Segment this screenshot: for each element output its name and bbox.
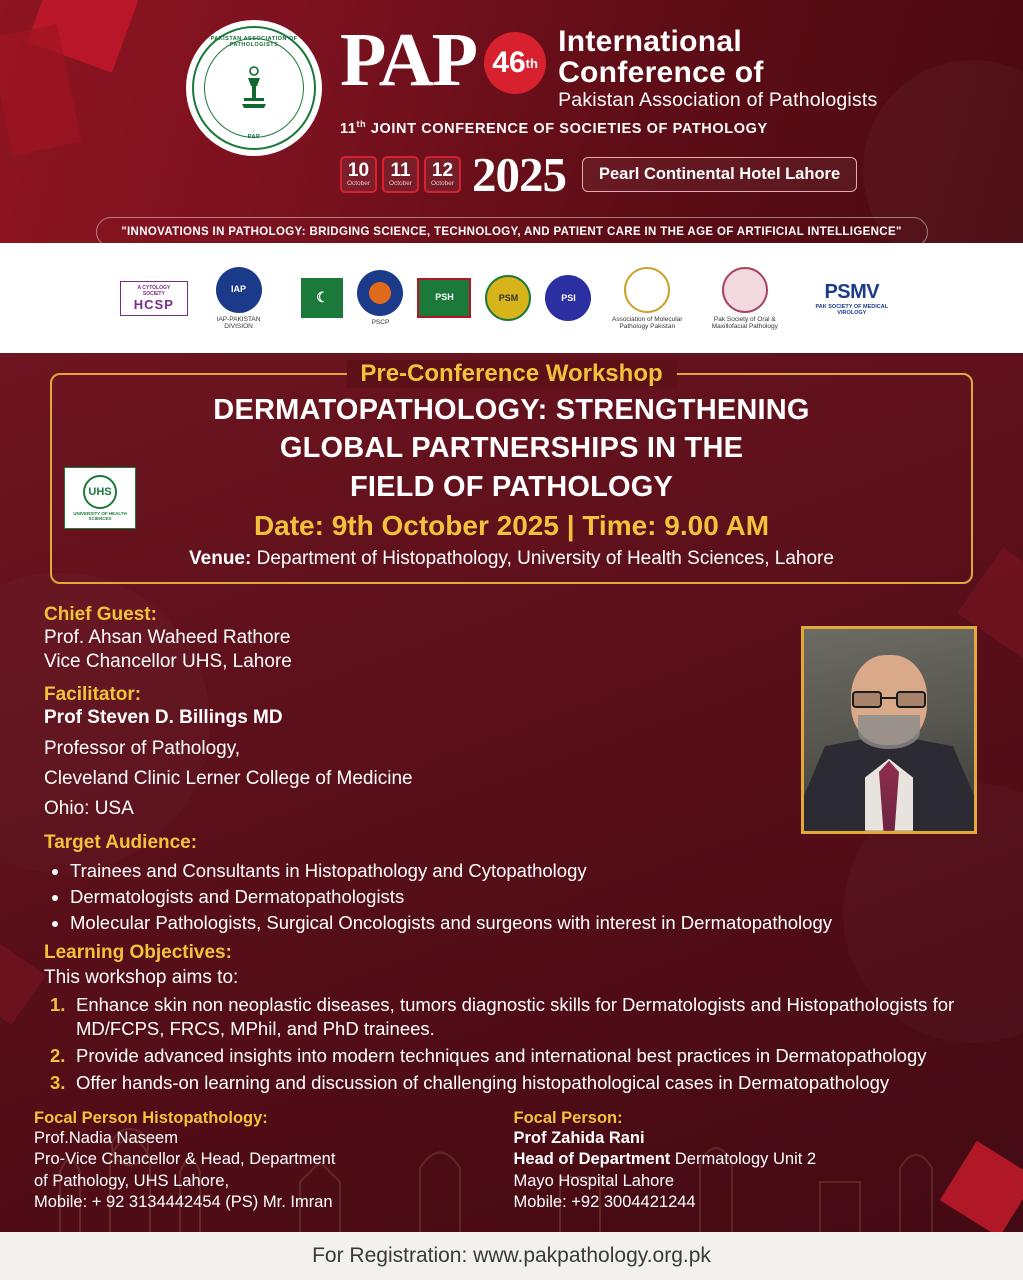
psmv-caption: PAK SOCIETY OF MEDICAL VIROLOGY <box>815 303 889 316</box>
workshop-title-line-3: FIELD OF PATHOLOGY <box>349 470 674 503</box>
hcsp-logo-icon <box>120 281 188 316</box>
objective-text: Offer hands-on learning and discussion of challenging histopathological cases in Dermatopathology <box>76 1071 890 1093</box>
focal-name: Prof.Nadia Naseem <box>34 1128 178 1147</box>
learning-objectives-list <box>48 993 979 1095</box>
ampp-sub: Association of Molecular Pathology Pakistan <box>612 315 683 330</box>
pscp-name: PSCP <box>371 319 390 326</box>
workshop-details <box>0 584 1023 1095</box>
workshop-frame <box>50 360 973 584</box>
emblem-top-text: PAKISTAN ASSOCIATION OF PATHOLOGISTS <box>210 36 298 48</box>
target-audience-block <box>44 832 979 937</box>
psh-logo-icon: PSH <box>417 278 471 318</box>
list-item: • Trainees and Consultants in Histopathology and Cytopathology <box>70 858 979 884</box>
psomp-logo-icon <box>722 267 768 313</box>
target-audience-list <box>70 858 979 937</box>
society-logos-strip <box>0 243 1023 353</box>
chief-guest-label: Chief Guest: <box>44 603 157 625</box>
date-month: October <box>388 179 413 187</box>
glasses-icon <box>852 691 926 708</box>
objective-number: 1. <box>50 993 66 1015</box>
list-item <box>48 993 979 1041</box>
society-logo-pscp <box>357 270 403 326</box>
workshop-title-line-2: GLOBAL PARTNERSHIPS IN THE <box>279 432 744 465</box>
focal-line-3: Mobile: + 92 3134442454 (PS) Mr. Imran <box>34 1193 333 1212</box>
focal-person-dermatology <box>514 1109 994 1214</box>
conference-line-1: International <box>558 25 743 58</box>
facilitator-label: Facilitator: <box>44 684 142 706</box>
hcsp-sub: A CYTOLOGY SOCIETY <box>137 284 171 297</box>
focal-line-1 <box>514 1149 994 1170</box>
focal-title: Focal Person Histopathology: <box>34 1108 268 1127</box>
objective-number: 3. <box>50 1071 66 1093</box>
focal-line-2: of Pathology, UHS Lahore, <box>34 1171 230 1190</box>
workshop-venue-value: Department of Histopathology, University of Health Sciences, Lahore <box>256 547 834 569</box>
focal-line-2: Mayo Hospital Lahore <box>513 1171 675 1190</box>
list-item <box>48 1071 979 1095</box>
list-item: • Molecular Pathologists, Surgical Oncologists and surgeons with interest in Dermatopathology <box>70 910 979 936</box>
registration-text[interactable]: For Registration: www.pakpathology.org.pk <box>312 1244 711 1267</box>
pap-acronym: PAP <box>340 18 477 102</box>
society-logo-iap <box>202 267 276 330</box>
edition-suffix: th <box>525 55 538 71</box>
uhs-logo-icon <box>64 467 136 529</box>
ampp-logo-icon <box>624 267 670 313</box>
focal-title: Focal Person: <box>513 1108 623 1127</box>
workshop-venue-label: Venue: <box>189 547 252 569</box>
chief-guest-designation: Vice Chancellor UHS, Lahore <box>44 651 292 673</box>
facilitator-name: Prof Steven D. Billings MD <box>44 707 283 729</box>
poster-body <box>0 353 1023 1280</box>
facilitator-line-1: Professor of Pathology, <box>44 737 241 759</box>
joint-conference-line <box>340 119 877 137</box>
edition-number: 46 <box>492 46 526 79</box>
pscp-logo-icon <box>357 270 403 316</box>
focal-line-1: Pro-Vice Chancellor & Head, Department <box>34 1150 336 1169</box>
focal-line-1-rest: Dermatology Unit 2 <box>670 1150 817 1169</box>
focal-persons-section <box>0 1109 1023 1214</box>
society-logo-psm <box>485 275 531 321</box>
header-title-block <box>340 14 877 203</box>
conference-year: 2025 <box>472 147 566 203</box>
psi-logo-icon: PSI <box>545 275 591 321</box>
conference-venue-pill: Pearl Continental Hotel Lahore <box>582 157 857 192</box>
facilitator-photo <box>801 626 977 834</box>
focal-person-histopathology <box>34 1109 514 1214</box>
joint-sup: th <box>356 119 367 130</box>
date-month: October <box>346 179 371 187</box>
poster-header <box>0 0 1023 243</box>
society-logo-psi <box>545 275 591 321</box>
joint-prefix: 11 <box>340 121 357 138</box>
learning-objectives-label: Learning Objectives: <box>44 942 232 964</box>
conference-line-2: Conference of <box>558 56 764 90</box>
uhs-logo-mark: UHS <box>83 475 117 509</box>
psmv-name: PSMV <box>824 280 880 303</box>
uhs-logo-caption: UNIVERSITY OF HEALTH SCIENCES <box>73 511 127 521</box>
hcsp-name: HCSP <box>133 296 174 312</box>
objective-text: Enhance skin non neoplastic diseases, tumors diagnostic skills for Dermatologists and Histopathologists for MD/FCPS, FRCS, MPhil, and PhD trainees. <box>76 993 955 1039</box>
date-day: 10 <box>347 159 370 181</box>
society-logo-psmv <box>801 281 903 316</box>
emblem-bottom-text: PAP <box>247 134 261 140</box>
psm-logo-icon: PSM <box>485 275 531 321</box>
date-day: 12 <box>431 159 454 181</box>
society-logo-hcsp <box>120 281 188 316</box>
workshop-date-time: Date: 9th October 2025 | Time: 9.00 AM <box>253 509 770 541</box>
joint-rest: JOINT CONFERENCE OF SOCIETIES OF PATHOLOGY <box>370 121 768 138</box>
learning-objectives-intro: This workshop aims to: <box>44 967 239 989</box>
iap-caption: IAP-PAKISTAN DIVISION <box>216 315 261 330</box>
workshop-chip-label: Pre-Conference Workshop <box>346 360 676 388</box>
conference-tagline: "INNOVATIONS IN PATHOLOGY: BRIDGING SCIENCE, TECHNOLOGY, AND PATIENT CARE IN THE AGE OF ARTIFICIAL INTELLIGENCE" <box>96 217 928 243</box>
society-logo-ampp <box>605 267 689 330</box>
edition-badge <box>484 32 546 94</box>
iap-logo-icon: IAP <box>216 267 262 313</box>
date-day: 11 <box>390 159 411 181</box>
society-logo-psomp <box>703 267 787 330</box>
objective-text: Provide advanced insights into modern techniques and international best practices in Dermatopathology <box>76 1044 927 1066</box>
society-logo-psh <box>417 278 471 318</box>
target-audience-label: Target Audience: <box>44 831 198 853</box>
chief-guest-name: Prof. Ahsan Waheed Rathore <box>44 626 291 648</box>
poster-footer <box>0 1232 1023 1280</box>
focal-line-3: Mobile: +92 3004421244 <box>513 1193 696 1212</box>
pap-emblem-logo <box>186 20 322 156</box>
learning-objectives-block <box>44 942 979 1095</box>
workshop-venue <box>62 548 961 570</box>
photo-beard <box>858 715 920 749</box>
facilitator-line-3: Ohio: USA <box>44 798 134 820</box>
date-box <box>424 156 461 193</box>
facilitator-line-2: Cleveland Clinic Lerner College of Medicine <box>44 768 413 790</box>
list-item: • Dermatologists and Dermatopathologists <box>70 884 979 910</box>
conference-date-row <box>340 146 877 203</box>
objective-number: 2. <box>50 1044 66 1066</box>
date-box <box>382 156 419 193</box>
psomp-sub: Pak Society of Oral & Maxillofacial Pathology <box>711 315 778 330</box>
list-item <box>48 1044 979 1068</box>
workshop-title-line-1: DERMATOPATHOLOGY: STRENGTHENING <box>213 394 810 426</box>
focal-name: Prof Zahida Rani <box>513 1128 645 1147</box>
association-name: Pakistan Association of Pathologists <box>558 89 878 112</box>
pakistan-flag-icon: ☾ <box>289 278 343 318</box>
focal-line-1-bold: Head of Department <box>513 1150 671 1169</box>
date-box <box>340 156 377 193</box>
microscope-icon <box>234 64 274 112</box>
society-logo-pakistan-flag <box>289 278 343 318</box>
date-month: October <box>430 179 455 187</box>
